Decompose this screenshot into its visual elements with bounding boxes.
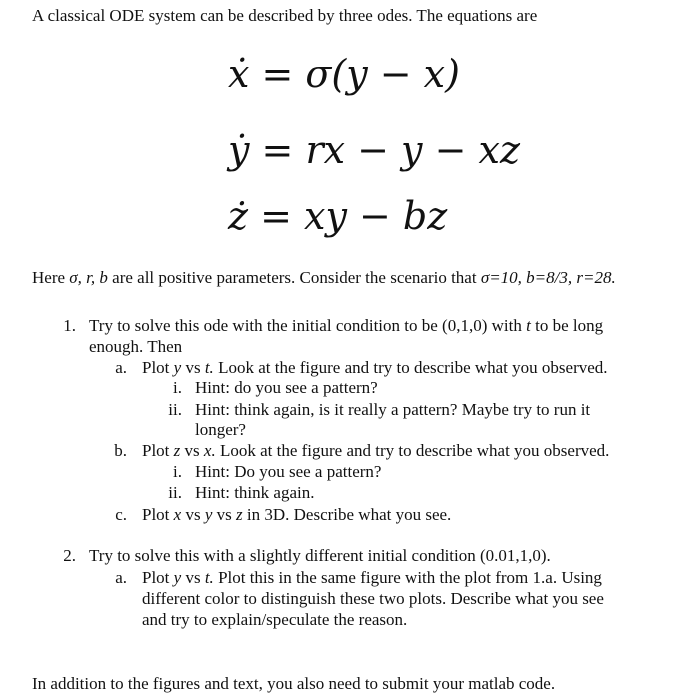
q1b-var-x: x. xyxy=(203,441,216,460)
footer-text: In addition to the figures and text, you also need to submit your matlab code. xyxy=(32,674,556,693)
q1a-post: Look at the figure and try to describe what you observed. xyxy=(213,358,608,377)
q1a-var-t: t. xyxy=(204,358,214,377)
q2a-line1 xyxy=(142,567,602,588)
q1-line1-end: to be long xyxy=(530,316,604,335)
q1b-hint2: Hint: think again. xyxy=(195,483,315,502)
equation-x-dot: ẋ = σ(y − x) xyxy=(228,52,460,96)
q1a-pre: Plot xyxy=(142,358,174,377)
q2a-marker: a. xyxy=(115,568,127,587)
q1c-marker: c. xyxy=(115,505,127,524)
q1-line2: enough. Then xyxy=(89,337,183,356)
q2a-post: Plot this in the same figure with the plot from 1.a. Using xyxy=(213,568,602,587)
intro-text: A classical ODE system can be described by three odes. The equations are xyxy=(32,6,538,25)
params-values: σ=10, b=8/3, r=28. xyxy=(480,268,616,287)
q1c-var-x: x xyxy=(173,505,182,524)
q1c-var-y: y xyxy=(204,505,213,524)
q1b-hint1: Hint: Do you see a pattern? xyxy=(195,462,382,481)
q1b-var-z: z xyxy=(173,441,181,460)
q1b-post: Look at the figure and try to describe what you observed. xyxy=(215,441,610,460)
q1a-hint2-line2: longer? xyxy=(195,420,246,439)
q1c-post: in 3D. Describe what you see. xyxy=(242,505,452,524)
params-middle: are all positive parameters. Consider the scenario that xyxy=(107,268,481,287)
q2a-var-t: t. xyxy=(204,568,214,587)
q1a-hint1: Hint: do you see a pattern? xyxy=(195,378,378,397)
q1a-hint2-marker: ii. xyxy=(168,400,182,419)
q1a-hint1-marker: i. xyxy=(173,378,182,397)
q1-line1-text: Try to solve this ode with the initial condition to be (0,1,0) with xyxy=(89,316,527,335)
q1b-pre: Plot xyxy=(142,441,174,460)
q1-line1 xyxy=(89,315,603,336)
params-symbols: σ, r, b xyxy=(69,268,108,287)
parameters-text xyxy=(32,267,616,288)
q2a-pre: Plot xyxy=(142,568,174,587)
q1a-var-y: y xyxy=(173,358,182,377)
equation-y-dot: ẏ = rx − y − xz xyxy=(228,128,520,172)
q1b-text xyxy=(142,440,609,461)
q1a-text xyxy=(142,357,608,378)
q2-number: 2. xyxy=(63,546,76,565)
q1c-pre: Plot xyxy=(142,505,174,524)
q1b-hint2-marker: ii. xyxy=(168,483,182,502)
params-prefix: Here xyxy=(32,268,70,287)
q2a-mid: vs xyxy=(181,568,205,587)
q1b-hint1-marker: i. xyxy=(173,462,182,481)
q1-var-t: t xyxy=(526,316,531,335)
q1-number: 1. xyxy=(63,316,76,335)
q1c-var-z: z xyxy=(236,505,243,524)
q1c-mid2: vs xyxy=(212,505,236,524)
q1a-mid: vs xyxy=(181,358,205,377)
q2-line1: Try to solve this with a slightly different initial condition (0.01,1,0). xyxy=(89,546,551,565)
q1c-text xyxy=(142,504,451,525)
q1b-mid: vs xyxy=(180,441,204,460)
q1a-marker: a. xyxy=(115,358,127,377)
q2a-line2: different color to distinguish these two plots. Describe what you see xyxy=(142,589,604,608)
q2a-line3: and try to explain/speculate the reason. xyxy=(142,610,408,629)
q1b-marker: b. xyxy=(114,441,127,460)
q1a-hint2-line1: Hint: think again, is it really a pattern? Maybe try to run it xyxy=(195,400,591,419)
q1c-mid1: vs xyxy=(181,505,205,524)
q2a-var-y: y xyxy=(173,568,182,587)
equation-z-dot: ż = xy − bz xyxy=(228,194,448,238)
